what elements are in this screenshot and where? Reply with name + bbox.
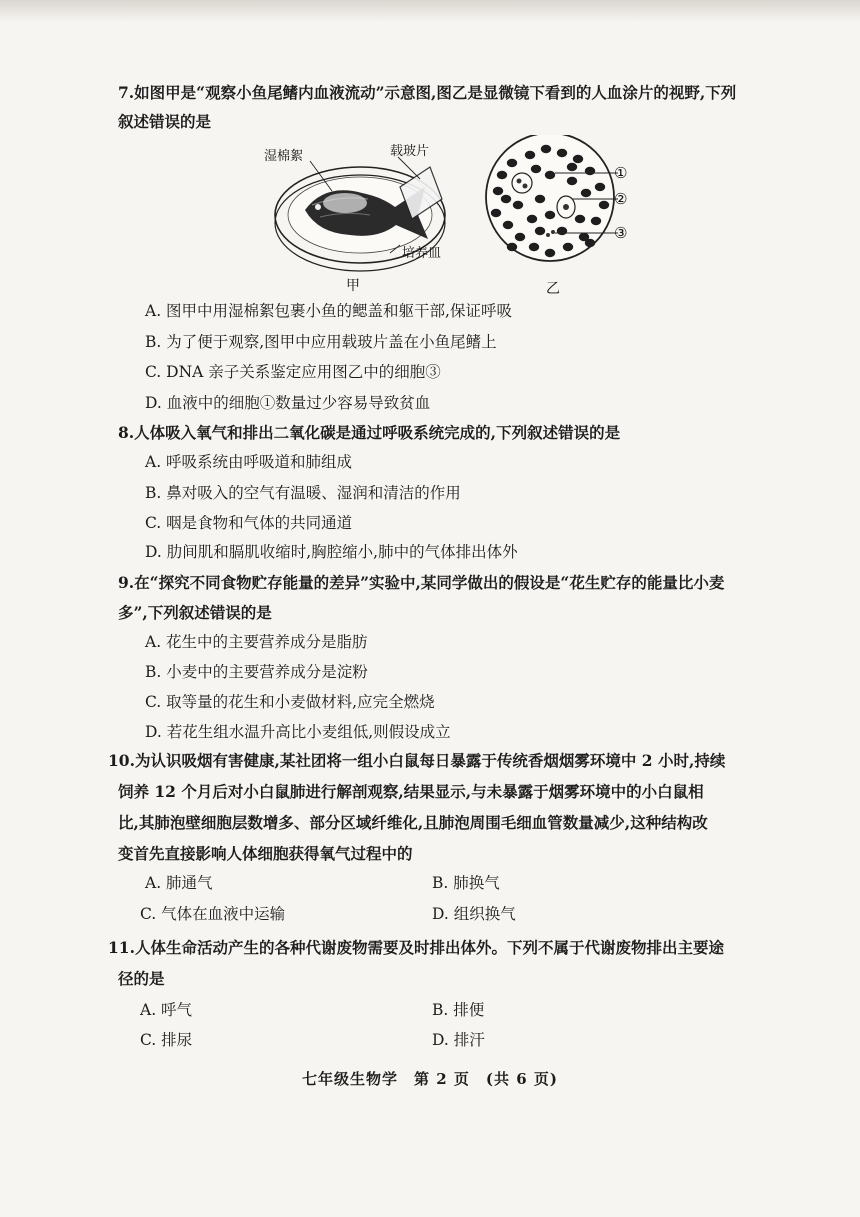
marker-3: ③ [614, 224, 628, 242]
marker-1: ① [614, 164, 628, 182]
q8-stem: 8.人体吸入氧气和排出二氧化碳是通过呼吸系统完成的,下列叙述错误的是 [118, 423, 621, 442]
red-blood-cell [507, 243, 517, 251]
red-blood-cell [493, 187, 503, 195]
red-blood-cell [595, 183, 605, 191]
red-blood-cell [567, 177, 577, 185]
q9-option-d: D. 若花生组水温升高比小麦组低,则假设成立 [145, 723, 451, 741]
q11-option-d: D. 排汗 [432, 1031, 485, 1049]
red-blood-cell [563, 243, 573, 251]
label-slide: 载玻片 [390, 144, 430, 159]
q9-stem-line1: 9.在“探究不同食物贮存能量的差异”实验中,某同学做出的假设是“花生贮存的能量比小麦 [118, 573, 725, 592]
q11-option-c: C. 排尿 [140, 1031, 193, 1049]
red-blood-cell [503, 221, 513, 229]
red-blood-cell [529, 243, 539, 251]
q7-option-b: B. 为了便于观察,图甲中应用载玻片盖在小鱼尾鳍上 [145, 333, 497, 351]
red-blood-cell [573, 155, 583, 163]
caption-right: 乙 [546, 281, 560, 297]
red-blood-cell [545, 171, 555, 179]
q8-option-b: B. 鼻对吸入的空气有温暖、湿润和清洁的作用 [145, 484, 461, 502]
q11-stem-line2: 径的是 [118, 969, 165, 988]
red-blood-cell [501, 195, 511, 203]
q7-option-c: C. DNA 亲子关系鉴定应用图乙中的细胞③ [145, 363, 441, 381]
red-blood-cell [535, 227, 545, 235]
red-blood-cell [557, 149, 567, 157]
q10-stem-line2: 饲养 12 个月后对小白鼠肺进行解剖观察,结果显示,与未暴露于烟雾环境中的小白鼠相 [118, 782, 704, 801]
q10-stem-line4: 变首先直接影响人体细胞获得氧气过程中的 [118, 844, 413, 863]
q10-option-d: D. 组织换气 [432, 905, 516, 923]
q7-figure [250, 135, 630, 300]
q8-option-d: D. 肋间肌和膈肌收缩时,胸腔缩小,肺中的气体排出体外 [145, 543, 518, 561]
q9-option-a: A. 花生中的主要营养成分是脂肪 [145, 633, 368, 651]
q10-option-c: C. 气体在血液中运输 [140, 905, 286, 923]
red-blood-cell [599, 201, 609, 209]
red-blood-cell [527, 215, 537, 223]
red-blood-cell [591, 217, 601, 225]
q9-option-c: C. 取等量的花生和小麦做材料,应完全燃烧 [145, 693, 435, 711]
red-blood-cell [541, 145, 551, 153]
q10-stem-line3: 比,其肺泡壁细胞层数增多、部分区域纤维化,且肺泡周围毛细血管数量减少,这种结构改 [118, 813, 708, 832]
red-blood-cell [557, 227, 567, 235]
page-footer: 七年级生物学 第 2 页 (共 6 页) [302, 1070, 558, 1088]
q7-stem-line1: 7.如图甲是“观察小鱼尾鳍内血液流动”示意图,图乙是显微镜下看到的人血涂片的视野,下列 [118, 83, 737, 102]
scan-top-edge [0, 0, 860, 22]
q8-option-a: A. 呼吸系统由呼吸道和肺组成 [145, 453, 353, 471]
red-blood-cell [491, 209, 501, 217]
q7-option-d: D. 血液中的细胞①数量过少容易导致贫血 [145, 394, 431, 412]
red-blood-cell [515, 233, 525, 241]
red-blood-cell [575, 215, 585, 223]
red-blood-cell [585, 167, 595, 175]
q10-stem-line1: 10.为认识吸烟有害健康,某社团将一组小白鼠每日暴露于传统香烟烟雾环境中 2 小时,持续 [108, 751, 726, 770]
caption-left: 甲 [346, 278, 360, 294]
red-blood-cell [497, 171, 507, 179]
q11-option-b: B. 排便 [432, 1001, 485, 1019]
red-blood-cell [545, 211, 555, 219]
red-blood-cell [535, 195, 545, 203]
red-blood-cell [531, 165, 541, 173]
q7-option-a: A. 图甲中用湿棉絮包裹小鱼的鳃盖和躯干部,保证呼吸 [145, 302, 512, 320]
red-blood-cell [567, 163, 577, 171]
q9-option-b: B. 小麦中的主要营养成分是淀粉 [145, 663, 368, 681]
q8-option-c: C. 咽是食物和气体的共同通道 [145, 514, 353, 532]
red-blood-cell [525, 151, 535, 159]
red-blood-cell [545, 249, 555, 257]
marker-2: ② [614, 190, 628, 208]
q10-option-b: B. 肺换气 [432, 874, 500, 892]
q11-stem-line1: 11.人体生命活动产生的各种代谢废物需要及时排出体外。下列不属于代谢废物排出主要途 [108, 938, 724, 957]
q11-option-a: A. 呼气 [140, 1001, 193, 1019]
red-blood-cell [513, 201, 523, 209]
q10-option-a: A. 肺通气 [145, 874, 213, 892]
q7-stem-line2: 叙述错误的是 [118, 112, 212, 131]
label-wet-cotton: 湿棉絮 [264, 149, 304, 164]
label-dish: 培养皿 [402, 246, 442, 261]
red-blood-cell [507, 159, 517, 167]
blood-smear-diagram [486, 135, 618, 261]
red-blood-cell [581, 189, 591, 197]
red-blood-cell [585, 239, 595, 247]
q9-stem-line2: 多”,下列叙述错误的是 [118, 603, 272, 622]
